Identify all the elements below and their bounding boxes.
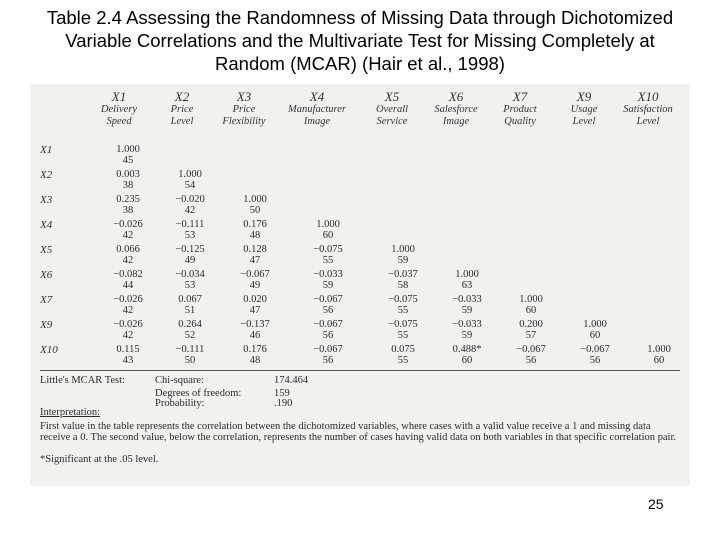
column-header-4 bbox=[283, 90, 351, 128]
table-bottom-rule bbox=[40, 370, 680, 371]
scanned-table-image bbox=[30, 84, 690, 486]
table-cell bbox=[380, 244, 426, 266]
column-label-line1: Price bbox=[170, 104, 194, 115]
valid-case-count: 42 bbox=[184, 205, 196, 216]
column-header-3 bbox=[210, 90, 278, 128]
valid-case-count: 48 bbox=[249, 355, 261, 366]
table-cell bbox=[105, 169, 151, 191]
valid-case-count: 55 bbox=[397, 355, 409, 366]
column-label-line1: Manufacturer bbox=[288, 104, 346, 115]
correlation-value: 1.000 bbox=[116, 144, 140, 155]
valid-case-count: 60 bbox=[461, 355, 473, 366]
table-cell bbox=[572, 319, 618, 341]
correlation-value: −0.033 bbox=[313, 269, 343, 280]
correlation-value: 0.235 bbox=[116, 194, 140, 205]
valid-case-count: 59 bbox=[461, 330, 473, 341]
valid-case-count: 58 bbox=[397, 280, 409, 291]
table-cell bbox=[167, 244, 213, 266]
correlation-value: 0.066 bbox=[116, 244, 140, 255]
correlation-value: 0.020 bbox=[243, 294, 267, 305]
table-cell bbox=[167, 219, 213, 241]
valid-case-count: 56 bbox=[322, 330, 334, 341]
valid-case-count: 56 bbox=[322, 355, 334, 366]
valid-case-count: 38 bbox=[122, 180, 134, 191]
valid-case-count: 42 bbox=[122, 305, 134, 316]
table-cell bbox=[232, 344, 278, 366]
correlation-value: −0.067 bbox=[313, 294, 343, 305]
column-label-line2: Flexibility bbox=[222, 116, 266, 127]
valid-case-count: 38 bbox=[122, 205, 134, 216]
table-cell bbox=[232, 294, 278, 316]
interpretation-text: First value in the table represents the correlation between the dichotomized variables, where cases with a valid value receive a 1 and missing data receive a 0. The second value, below the correlation, represents the number of cases having valid data on both variables in that specific correlation pair. bbox=[40, 421, 676, 443]
column-variable: X9 bbox=[576, 89, 592, 104]
column-header-2 bbox=[148, 90, 216, 128]
table-cell bbox=[380, 319, 426, 341]
row-label: X10 bbox=[40, 344, 58, 356]
correlation-value: −0.082 bbox=[113, 269, 143, 280]
row-label: X5 bbox=[40, 244, 53, 256]
valid-case-count: 55 bbox=[322, 255, 334, 266]
table-cell bbox=[508, 344, 554, 366]
valid-case-count: 60 bbox=[653, 355, 665, 366]
table-cell bbox=[105, 269, 151, 291]
valid-case-count: 44 bbox=[122, 280, 134, 291]
column-label-line2: Level bbox=[572, 116, 596, 127]
column-label-line1: Price bbox=[232, 104, 256, 115]
valid-case-count: 55 bbox=[397, 330, 409, 341]
column-label-line1: Overall bbox=[375, 104, 409, 115]
valid-case-count: 43 bbox=[122, 355, 134, 366]
column-header-8 bbox=[550, 90, 618, 128]
table-cell bbox=[508, 319, 554, 341]
slide-title: Table 2.4 Assessing the Randomness of Missing Data through Dichotomized Variable Correlations and the Multivariate Test for Missing Completely at Random (MCAR) (Hair et al., 1998) bbox=[46, 7, 674, 74]
valid-case-count: 56 bbox=[322, 305, 334, 316]
table-cell bbox=[105, 344, 151, 366]
valid-case-count: 52 bbox=[184, 330, 196, 341]
table-cell bbox=[105, 194, 151, 216]
table-cell bbox=[167, 319, 213, 341]
degrees-of-freedom-value: 159 bbox=[274, 388, 290, 399]
column-variable: X3 bbox=[236, 89, 252, 104]
valid-case-count: 45 bbox=[122, 155, 134, 166]
column-variable: X6 bbox=[448, 89, 464, 104]
table-cell bbox=[232, 219, 278, 241]
row-label: X7 bbox=[40, 294, 53, 306]
table-cell bbox=[305, 244, 351, 266]
table-cell bbox=[444, 269, 490, 291]
correlation-value: 0.003 bbox=[116, 169, 140, 180]
correlation-value: 1.000 bbox=[519, 294, 543, 305]
column-variable: X2 bbox=[174, 89, 190, 104]
valid-case-count: 60 bbox=[589, 330, 601, 341]
row-label: X9 bbox=[40, 319, 53, 331]
significance-note: *Significant at the .05 level. bbox=[40, 454, 159, 465]
valid-case-count: 56 bbox=[525, 355, 537, 366]
valid-case-count: 54 bbox=[184, 180, 196, 191]
table-cell bbox=[305, 269, 351, 291]
chi-square-label: Chi-square: bbox=[155, 375, 204, 386]
table-cell bbox=[380, 294, 426, 316]
table-cell bbox=[305, 344, 351, 366]
correlation-value: 1.000 bbox=[455, 269, 479, 280]
table-cell bbox=[105, 319, 151, 341]
correlation-value: 0.115 bbox=[116, 344, 140, 355]
correlation-value: −0.067 bbox=[313, 344, 343, 355]
degrees-of-freedom-label: Degrees of freedom: bbox=[155, 388, 242, 399]
correlation-value: 0.176 bbox=[243, 344, 267, 355]
interpretation-title: Interpretation: bbox=[40, 407, 101, 418]
chi-square-value: 174.464 bbox=[274, 375, 309, 386]
table-cell bbox=[444, 319, 490, 341]
column-label-line1: Satisfaction bbox=[623, 104, 673, 115]
column-label-line2: Speed bbox=[106, 116, 132, 127]
table-cell bbox=[105, 244, 151, 266]
table-cell bbox=[232, 319, 278, 341]
correlation-value: −0.111 bbox=[175, 219, 205, 230]
valid-case-count: 59 bbox=[461, 305, 473, 316]
valid-case-count: 48 bbox=[249, 230, 261, 241]
valid-case-count: 49 bbox=[184, 255, 196, 266]
correlation-value: 1.000 bbox=[647, 344, 671, 355]
correlation-value: −0.075 bbox=[388, 294, 418, 305]
table-cell bbox=[105, 294, 151, 316]
table-cell bbox=[167, 169, 213, 191]
table-cell bbox=[305, 219, 351, 241]
table-cell bbox=[305, 319, 351, 341]
table-cell bbox=[167, 194, 213, 216]
column-variable: X4 bbox=[309, 89, 325, 104]
column-header-6 bbox=[422, 90, 490, 128]
row-label: X1 bbox=[40, 144, 53, 156]
correlation-value: −0.111 bbox=[175, 344, 205, 355]
correlation-value: 0.264 bbox=[178, 319, 202, 330]
valid-case-count: 59 bbox=[322, 280, 334, 291]
correlation-value: −0.033 bbox=[452, 294, 482, 305]
table-cell bbox=[636, 344, 682, 366]
correlation-value: −0.125 bbox=[175, 244, 205, 255]
correlation-value: −0.067 bbox=[516, 344, 546, 355]
correlation-value: −0.020 bbox=[175, 194, 205, 205]
correlation-value: −0.067 bbox=[240, 269, 270, 280]
valid-case-count: 56 bbox=[589, 355, 601, 366]
correlation-value: −0.067 bbox=[580, 344, 610, 355]
column-label-line2: Level bbox=[636, 116, 660, 127]
column-variable: X1 bbox=[111, 89, 127, 104]
column-label-line1: Delivery bbox=[100, 104, 138, 115]
column-variable: X5 bbox=[384, 89, 400, 104]
row-label: X2 bbox=[40, 169, 53, 181]
column-variable: X7 bbox=[512, 89, 528, 104]
valid-case-count: 63 bbox=[461, 280, 473, 291]
valid-case-count: 55 bbox=[397, 305, 409, 316]
correlation-value: −0.067 bbox=[313, 319, 343, 330]
table-cell bbox=[167, 294, 213, 316]
table-cell bbox=[105, 219, 151, 241]
valid-case-count: 42 bbox=[122, 330, 134, 341]
correlation-value: 0.075 bbox=[391, 344, 415, 355]
column-label-line1: Usage bbox=[570, 104, 598, 115]
mcar-test-label: Little's MCAR Test: bbox=[40, 375, 125, 386]
correlation-value: 0.176 bbox=[243, 219, 267, 230]
table-cell bbox=[232, 269, 278, 291]
correlation-value: 1.000 bbox=[316, 219, 340, 230]
correlation-value: 0.128 bbox=[243, 244, 267, 255]
column-label-line2: Service bbox=[376, 116, 408, 127]
correlation-value: 0.488* bbox=[452, 344, 482, 355]
table-cell bbox=[380, 269, 426, 291]
correlation-value: −0.137 bbox=[240, 319, 270, 330]
correlation-value: 1.000 bbox=[243, 194, 267, 205]
valid-case-count: 42 bbox=[122, 230, 134, 241]
valid-case-count: 49 bbox=[249, 280, 261, 291]
valid-case-count: 47 bbox=[249, 255, 261, 266]
correlation-value: −0.075 bbox=[313, 244, 343, 255]
correlation-value: −0.034 bbox=[175, 269, 205, 280]
table-cell bbox=[167, 269, 213, 291]
table-cell bbox=[380, 344, 426, 366]
valid-case-count: 53 bbox=[184, 280, 196, 291]
page-number: 25 bbox=[648, 496, 664, 512]
table-cell bbox=[232, 194, 278, 216]
correlation-value: −0.037 bbox=[388, 269, 418, 280]
column-label-line2: Image bbox=[442, 116, 470, 127]
row-label: X6 bbox=[40, 269, 53, 281]
correlation-value: 1.000 bbox=[178, 169, 202, 180]
column-label-line2: Image bbox=[303, 116, 331, 127]
valid-case-count: 60 bbox=[322, 230, 334, 241]
valid-case-count: 59 bbox=[397, 255, 409, 266]
table-cell bbox=[572, 344, 618, 366]
valid-case-count: 51 bbox=[184, 305, 196, 316]
column-header-5 bbox=[358, 90, 426, 128]
correlation-value: −0.026 bbox=[113, 219, 143, 230]
row-label: X4 bbox=[40, 219, 53, 231]
valid-case-count: 46 bbox=[249, 330, 261, 341]
column-label-line1: Salesforce bbox=[434, 104, 478, 115]
valid-case-count: 47 bbox=[249, 305, 261, 316]
row-label: X3 bbox=[40, 194, 53, 206]
table-cell bbox=[444, 344, 490, 366]
correlation-value: −0.075 bbox=[388, 319, 418, 330]
column-label-line2: Quality bbox=[504, 116, 536, 127]
correlation-value: −0.026 bbox=[113, 294, 143, 305]
correlation-value: 1.000 bbox=[583, 319, 607, 330]
valid-case-count: 42 bbox=[122, 255, 134, 266]
valid-case-count: 57 bbox=[525, 330, 537, 341]
column-header-1 bbox=[85, 90, 153, 128]
correlation-value: −0.026 bbox=[113, 319, 143, 330]
valid-case-count: 50 bbox=[249, 205, 261, 216]
table-cell bbox=[105, 144, 151, 166]
probability-label: Probability: bbox=[155, 398, 205, 409]
table-cell bbox=[444, 294, 490, 316]
valid-case-count: 50 bbox=[184, 355, 196, 366]
column-header-7 bbox=[486, 90, 554, 128]
column-label-line2: Level bbox=[170, 116, 194, 127]
correlation-value: 0.067 bbox=[178, 294, 202, 305]
correlation-value: 0.200 bbox=[519, 319, 543, 330]
column-header-9 bbox=[614, 90, 682, 128]
column-label-line1: Product bbox=[503, 104, 537, 115]
valid-case-count: 60 bbox=[525, 305, 537, 316]
correlation-value: −0.033 bbox=[452, 319, 482, 330]
correlation-value: 1.000 bbox=[391, 244, 415, 255]
table-cell bbox=[232, 244, 278, 266]
valid-case-count: 53 bbox=[184, 230, 196, 241]
probability-value: .190 bbox=[274, 398, 293, 409]
table-cell bbox=[508, 294, 554, 316]
table-cell bbox=[167, 344, 213, 366]
column-variable: X10 bbox=[637, 89, 659, 104]
table-cell bbox=[305, 294, 351, 316]
